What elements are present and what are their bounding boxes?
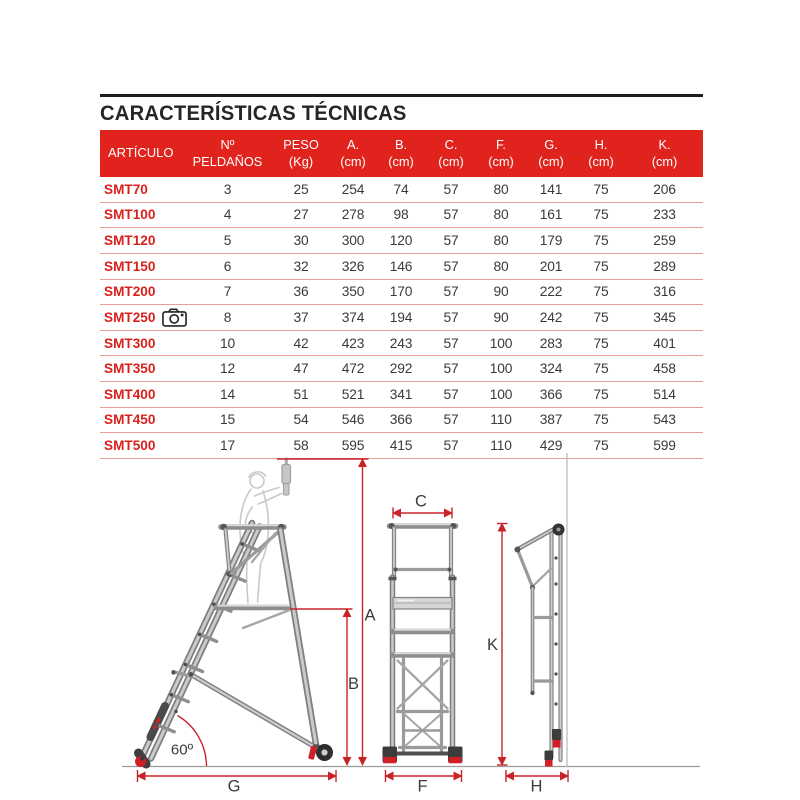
dim-label-b: B <box>347 675 360 693</box>
article-code: SMT70 <box>104 181 148 197</box>
table-row-smt500: SMT500 17 58 595 415 57 110 429 75 599 <box>100 433 703 459</box>
table-row-smt300: SMT300 10 42 423 243 57 100 283 75 401 <box>100 331 703 357</box>
col-header-peso: PESO (Kg) <box>283 136 319 169</box>
article-code: SMT120 <box>104 233 156 249</box>
col-header-a: A. (cm) <box>340 136 366 169</box>
table-row-smt120: SMT120 5 30 300 120 57 80 179 75 259 <box>100 228 703 254</box>
spec-table <box>100 130 703 459</box>
table-row-smt350: SMT350 12 47 472 292 57 100 324 75 458 <box>100 356 703 382</box>
article-code: SMT300 <box>104 335 156 351</box>
table-header-row <box>100 130 703 177</box>
table-row-smt450: SMT450 15 54 546 366 57 110 387 75 543 <box>100 408 703 434</box>
technical-drawing <box>90 450 720 800</box>
table-row-smt200: SMT200 7 36 350 170 57 90 222 75 316 <box>100 280 703 306</box>
page-title: CARACTERÍSTICAS TÉCNICAS <box>100 101 407 125</box>
col-header-b: B. (cm) <box>388 136 414 169</box>
table-row-smt100: SMT100 4 27 278 98 57 80 161 75 233 <box>100 203 703 229</box>
side-view-drawing <box>135 523 333 767</box>
table-row-smt150: SMT150 6 32 326 146 57 80 201 75 289 <box>100 254 703 280</box>
table-row-smt70: SMT70 3 25 254 74 57 80 141 75 206 <box>100 177 703 203</box>
dim-label-g: G <box>227 777 241 796</box>
article-code: SMT100 <box>104 207 156 223</box>
col-header-c: C. (cm) <box>438 136 464 169</box>
dim-label-k: K <box>486 636 499 654</box>
col-header-k: K. (cm) <box>651 136 678 169</box>
top-rule <box>100 94 703 97</box>
col-header-articulo: ARTÍCULO <box>108 145 174 161</box>
dimension-lines <box>138 459 569 782</box>
front-view-drawing <box>383 523 463 763</box>
dim-label-f: F <box>417 777 428 796</box>
table-row-smt250: SMT250 8 37 374 194 57 90 242 75 345 <box>100 305 703 331</box>
article-code: SMT500 <box>104 438 156 454</box>
col-header-peldanos: Nº PELDAÑOS <box>192 136 263 169</box>
article-code: SMT400 <box>104 386 156 402</box>
col-header-g: G. (cm) <box>538 136 564 169</box>
dim-label-c: C <box>415 492 427 511</box>
article-code: SMT200 <box>104 284 156 300</box>
col-header-h: H. (cm) <box>588 136 614 169</box>
dim-label-a: A <box>364 606 376 625</box>
article-code: SMT350 <box>104 361 156 377</box>
article-code: SMT150 <box>104 258 156 274</box>
dim-label-h: H <box>530 777 543 796</box>
col-header-f: F. (cm) <box>488 136 514 169</box>
angle-label: 60º <box>170 741 194 759</box>
folded-view-drawing <box>515 524 565 767</box>
drill-icon <box>282 465 291 484</box>
table-body <box>100 177 703 459</box>
article-code: SMT250 <box>104 309 156 325</box>
table-row-smt400: SMT400 14 51 521 341 57 100 366 75 514 <box>100 382 703 408</box>
article-code: SMT450 <box>104 412 156 428</box>
